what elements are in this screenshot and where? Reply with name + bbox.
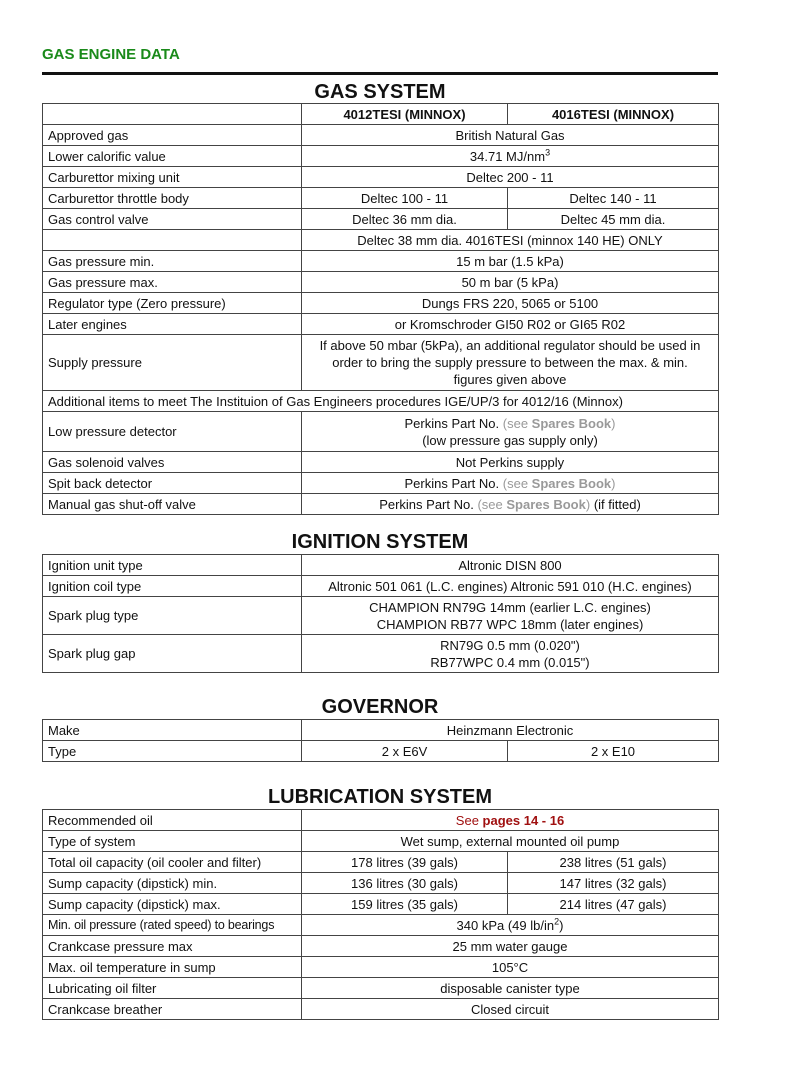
page-header (42, 46, 718, 75)
table-row (43, 494, 719, 515)
table-row (43, 251, 719, 272)
row-value: If above 50 mbar (5kPa), an additional regulator should be used in order to bring the supply pressure to between the max. & min. figures given above (302, 335, 719, 391)
row-label (43, 230, 302, 251)
table-row (43, 852, 719, 873)
row-value: Closed circuit (302, 999, 719, 1020)
table-row (43, 576, 719, 597)
gas-system-table (42, 103, 719, 515)
table-row (43, 335, 719, 391)
row-value: 50 m bar (5 kPa) (302, 272, 719, 293)
column-header-4016: 4016TESI (MINNOX) (508, 104, 719, 125)
table-row (43, 412, 719, 452)
row-label: Gas control valve (43, 209, 302, 230)
table-row (43, 915, 719, 936)
row-label: Type of system (43, 831, 302, 852)
row-value: Perkins Part No. (see Spares Book) (low pressure gas supply only) (302, 412, 719, 452)
row-label: Ignition coil type (43, 576, 302, 597)
row-label: Gas pressure max. (43, 272, 302, 293)
table-row (43, 957, 719, 978)
row-value: Wet sump, external mounted oil pump (302, 831, 719, 852)
row-value: Deltec 200 - 11 (302, 167, 719, 188)
table-row (43, 293, 719, 314)
table-row (43, 741, 719, 762)
row-value-4012: Deltec 100 - 11 (302, 188, 508, 209)
row-value: 34.71 $MJ/nm^3$ (302, 146, 719, 167)
row-value: Not Perkins supply (302, 452, 719, 473)
row-label: Approved gas (43, 125, 302, 146)
row-value: See pages 14 - 16 (302, 810, 719, 831)
ignition-system-table (42, 554, 719, 673)
row-value: Perkins Part No. (see Spares Book) (302, 473, 719, 494)
row-label: Lubricating oil filter (43, 978, 302, 999)
table-row (43, 936, 719, 957)
row-label: Regulator type (Zero pressure) (43, 293, 302, 314)
row-label: Later engines (43, 314, 302, 335)
row-label: Crankcase breather (43, 999, 302, 1020)
table-row (43, 597, 719, 635)
pages-link[interactable]: pages 14 - 16 (482, 812, 565, 828)
row-label: Supply pressure (43, 335, 302, 391)
row-value: Perkins Part No. (see Spares Book) (if fitted) (302, 494, 719, 515)
row-value: 340 kPa (49 $lb/in^2$) (302, 915, 719, 936)
row-value-4012: 136 litres (30 gals) (302, 873, 508, 894)
row-label: Carburettor throttle body (43, 188, 302, 209)
row-label: Carburettor mixing unit (43, 167, 302, 188)
row-value-4016: Deltec 140 - 11 (508, 188, 719, 209)
row-value: or Kromschroder GI50 R02 or GI65 R02 (302, 314, 719, 335)
row-value-4016: 2 x E10 (508, 741, 719, 762)
table-row (43, 314, 719, 335)
table-row (43, 810, 719, 831)
table-row (43, 720, 719, 741)
row-value: 15 m bar (1.5 kPa) (302, 251, 719, 272)
row-label: Crankcase pressure max (43, 936, 302, 957)
row-label: Ignition unit type (43, 555, 302, 576)
row-label: Make (43, 720, 302, 741)
table-header-row (43, 104, 719, 125)
table-row (43, 188, 719, 209)
row-value: Altronic DISN 800 (302, 555, 719, 576)
row-value: Deltec 38 mm dia. 4016TESI (minnox 140 HE) ONLY (302, 230, 719, 251)
header-blank-cell (43, 104, 302, 125)
row-value: 25 mm water gauge (302, 936, 719, 957)
table-row (43, 167, 719, 188)
row-label: Gas pressure min. (43, 251, 302, 272)
table-row (43, 230, 719, 251)
row-label: Max. oil temperature in sump (43, 957, 302, 978)
row-value: Dungs FRS 220, 5065 or 5100 (302, 293, 719, 314)
table-row (43, 452, 719, 473)
row-value-4012: 178 litres (39 gals) (302, 852, 508, 873)
table-row (43, 873, 719, 894)
column-header-4012: 4012TESI (MINNOX) (302, 104, 508, 125)
row-value-4012: 2 x E6V (302, 741, 508, 762)
row-label: Spit back detector (43, 473, 302, 494)
row-value-4016: 238 litres (51 gals) (508, 852, 719, 873)
row-label: Low pressure detector (43, 412, 302, 452)
row-value: 105°C (302, 957, 719, 978)
table-row (43, 473, 719, 494)
row-label: Lower calorific value (43, 146, 302, 167)
lubrication-system-table (42, 809, 719, 1020)
row-value: CHAMPION RN79G 14mm (earlier L.C. engines) CHAMPION RB77 WPC 18mm (later engines) (302, 597, 719, 635)
row-value-4016: 214 litres (47 gals) (508, 894, 719, 915)
row-label: Total oil capacity (oil cooler and filter) (43, 852, 302, 873)
table-row (43, 391, 719, 412)
table-row (43, 635, 719, 673)
row-value: British Natural Gas (302, 125, 719, 146)
table-row (43, 555, 719, 576)
row-value: Heinzmann Electronic (302, 720, 719, 741)
table-row (43, 894, 719, 915)
row-label: Spark plug gap (43, 635, 302, 673)
row-value-4016: Deltec 45 mm dia. (508, 209, 719, 230)
row-value: Altronic 501 061 (L.C. engines) Altronic 591 010 (H.C. engines) (302, 576, 719, 597)
row-value-4012: 159 litres (35 gals) (302, 894, 508, 915)
row-value-4016: 147 litres (32 gals) (508, 873, 719, 894)
governor-table (42, 719, 719, 762)
row-value: disposable canister type (302, 978, 719, 999)
gas-system-heading: GAS SYSTEM (314, 81, 446, 103)
page-title: GAS ENGINE DATA (42, 46, 180, 63)
table-row (43, 125, 719, 146)
row-label: Spark plug type (43, 597, 302, 635)
table-row (43, 978, 719, 999)
table-row (43, 999, 719, 1020)
row-label: Type (43, 741, 302, 762)
row-label: Sump capacity (dipstick) max. (43, 894, 302, 915)
ignition-system-heading: IGNITION SYSTEM (291, 531, 469, 553)
table-row (43, 146, 719, 167)
row-label: Gas solenoid valves (43, 452, 302, 473)
row-label: Sump capacity (dipstick) min. (43, 873, 302, 894)
table-row (43, 272, 719, 293)
row-value: RN79G 0.5 mm (0.020") RB77WPC 0.4 mm (0.015") (302, 635, 719, 673)
row-label: Manual gas shut-off valve (43, 494, 302, 515)
row-label: Recommended oil (43, 810, 302, 831)
table-row (43, 209, 719, 230)
row-value-4012: Deltec 36 mm dia. (302, 209, 508, 230)
row-full: Additional items to meet The Instituion of Gas Engineers procedures IGE/UP/3 for 4012/16 (Minnox) (43, 391, 719, 412)
table-row (43, 831, 719, 852)
governor-heading: GOVERNOR (321, 696, 439, 718)
row-label: Min. oil pressure (rated speed) to bearings (43, 915, 302, 936)
lubrication-system-heading: LUBRICATION SYSTEM (267, 786, 493, 808)
